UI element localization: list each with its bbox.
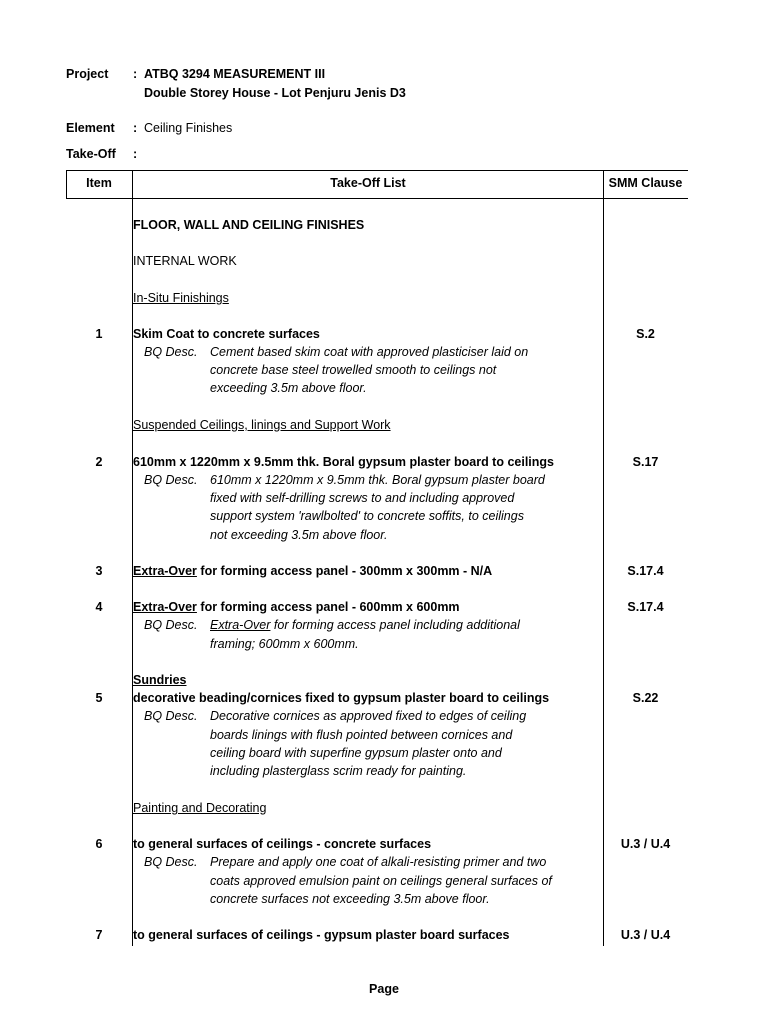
bq-desc-line: coats approved emulsion paint on ceilings general surfaces of [210, 874, 552, 888]
smm-clause: U.3 / U.4 [620, 837, 671, 851]
section-heading-sundries: Sundries [133, 673, 187, 687]
smm-clause: S.17 [632, 455, 659, 469]
smm-clause: U.3 / U.4 [620, 928, 671, 942]
bq-desc-line: framing; 600mm x 600mm. [210, 637, 359, 651]
element-value: Ceiling Finishes [144, 121, 233, 135]
bq-desc-line: concrete base steel trowelled smooth to ceilings not [210, 363, 497, 377]
section-heading-suspended: Suspended Ceilings, linings and Support Work [133, 418, 391, 432]
bq-desc-label: BQ Desc. [144, 618, 198, 632]
bq-desc-line: fixed with self-drilling screws to and including approved [210, 491, 515, 505]
bq-desc-label: BQ Desc. [144, 855, 198, 869]
bq-desc-line: boards linings with flush pointed between cornices and [210, 728, 513, 742]
item-title-rest: for forming access panel - 600mm x 600mm [196, 600, 460, 614]
takeoff-colon: : [133, 147, 138, 161]
extra-over-term: Extra-Over [133, 564, 197, 578]
project-colon: : [133, 67, 138, 81]
element-colon: : [133, 121, 138, 135]
table-header-border [66, 198, 688, 199]
item-title-rest: for forming access panel - 300mm x 300mm - N/A [196, 564, 493, 578]
bq-desc-line: 610mm x 1220mm x 9.5mm thk. Boral gypsum plaster board [210, 473, 545, 487]
bq-desc-line: ceiling board with superfine gypsum plaster onto and [210, 746, 502, 760]
bq-desc-line: Cement based skim coat with approved plasticiser laid on [210, 345, 529, 359]
bq-desc-line: concrete surfaces not exceeding 3.5m above floor. [210, 892, 490, 906]
smm-clause: S.22 [632, 691, 659, 705]
project-name: ATBQ 3294 MEASUREMENT III [144, 67, 326, 81]
item-title: to general surfaces of ceilings - concrete surfaces [133, 837, 432, 851]
bq-desc-line: Prepare and apply one coat of alkali-resisting primer and two [210, 855, 547, 869]
bq-desc-label: BQ Desc. [144, 709, 198, 723]
item-number: 4 [95, 600, 103, 614]
table-col-divider-2 [603, 170, 604, 946]
item-title: to general surfaces of ceilings - gypsum plaster board surfaces [133, 928, 510, 942]
col-header-clause: SMM Clause [608, 176, 683, 190]
project-subtitle: Double Storey House - Lot Penjuru Jenis D3 [144, 86, 406, 100]
item-number: 3 [95, 564, 103, 578]
section-heading-insitu: In-Situ Finishings [133, 291, 229, 305]
page-footer: Page [369, 982, 399, 996]
section-heading-internal: INTERNAL WORK [133, 254, 237, 268]
section-heading-main: FLOOR, WALL AND CEILING FINISHES [133, 218, 365, 232]
section-heading-painting: Painting and Decorating [133, 801, 267, 815]
bq-desc-line: support system 'rawlbolted' to concrete soffits, to ceilings [210, 509, 524, 523]
bq-desc-line [210, 618, 520, 632]
item-title: decorative beading/cornices fixed to gypsum plaster board to ceilings [133, 691, 550, 705]
bq-desc-label: BQ Desc. [144, 345, 198, 359]
item-title: 610mm x 1220mm x 9.5mm thk. Boral gypsum plaster board to ceilings [133, 455, 554, 469]
bq-desc-line: exceeding 3.5m above floor. [210, 381, 367, 395]
smm-clause: S.17.4 [627, 600, 664, 614]
item-number: 5 [95, 691, 103, 705]
extra-over-term: Extra-Over [210, 618, 271, 632]
project-label: Project [66, 67, 109, 81]
table-col-divider-1 [132, 170, 133, 946]
item-number: 7 [95, 928, 103, 942]
item-title [133, 564, 492, 578]
bq-desc-line: not exceeding 3.5m above floor. [210, 528, 388, 542]
item-title [133, 600, 460, 614]
table-top-border [66, 170, 688, 171]
bq-desc-line: including plasterglass scrim ready for painting. [210, 764, 467, 778]
item-number: 1 [95, 327, 103, 341]
item-number: 2 [95, 455, 103, 469]
bq-desc-label: BQ Desc. [144, 473, 198, 487]
bq-desc-line: Decorative cornices as approved fixed to edges of ceiling [210, 709, 527, 723]
col-header-takeoff: Take-Off List [330, 176, 406, 190]
bq-desc-rest: for forming access panel including additional [270, 618, 520, 632]
extra-over-term: Extra-Over [133, 600, 197, 614]
smm-clause: S.17.4 [627, 564, 664, 578]
takeoff-label: Take-Off [66, 147, 116, 161]
col-header-item: Item [86, 176, 112, 190]
smm-clause: S.2 [636, 327, 655, 341]
item-number: 6 [95, 837, 103, 851]
element-label: Element [66, 121, 115, 135]
item-title: Skim Coat to concrete surfaces [133, 327, 320, 341]
